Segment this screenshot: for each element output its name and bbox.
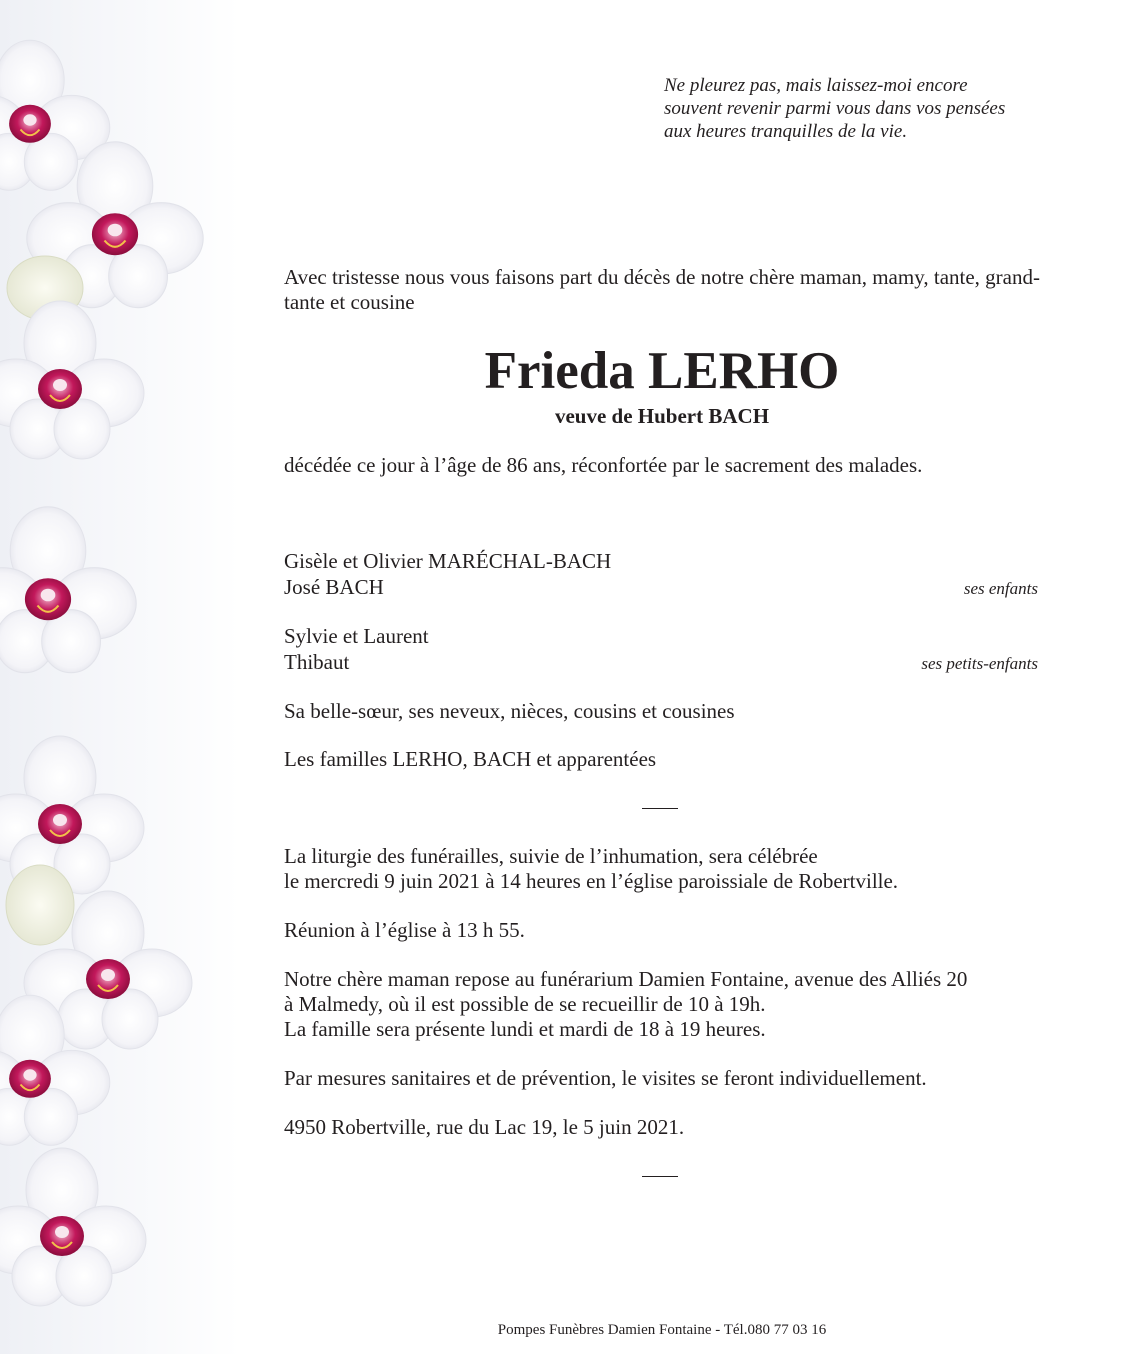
family-member bbox=[284, 575, 1040, 600]
family-member-name: Sylvie et Laurent bbox=[284, 624, 429, 648]
repose-paragraph bbox=[284, 967, 1054, 1042]
funeral-home-footer: Pompes Funèbres Damien Fontaine - Tél.080 77 03 16 bbox=[497, 1322, 827, 1338]
family-role: ses petits-enfants bbox=[921, 654, 1038, 673]
separator bbox=[642, 808, 678, 809]
extended-family-text: Sa belle-sœur, ses neveux, nièces, cousins et cousines bbox=[284, 699, 735, 723]
repose-line: Notre chère maman repose au funérarium Damien Fontaine, avenue des Alliés 20 bbox=[284, 967, 968, 991]
orchid-border bbox=[0, 0, 240, 1354]
orchid-flowers-icon bbox=[0, 0, 240, 1354]
liturgy-paragraph bbox=[284, 844, 1054, 894]
related-families bbox=[284, 747, 1040, 772]
family-role: ses enfants bbox=[963, 579, 1038, 598]
sanitary-paragraph bbox=[284, 1066, 1054, 1091]
family-member-name: José BACH bbox=[284, 575, 384, 599]
poem-line: aux heures tranquilles de la vie. bbox=[664, 121, 908, 142]
separator bbox=[642, 1176, 678, 1177]
family-member bbox=[284, 549, 1040, 574]
death-details: décédée ce jour à l’âge de 86 ans, réconfortée par le sacrement des malades. bbox=[284, 453, 923, 477]
meeting-line: Réunion à l’église à 13 h 55. bbox=[284, 918, 525, 942]
poem-line: Ne pleurez pas, mais laissez-moi encore bbox=[664, 75, 968, 96]
epitaph-poem bbox=[664, 74, 1064, 143]
announcement-text: Avec tristesse nous vous faisons part du décès de notre chère maman, mamy, tante, grand-tante et cousine bbox=[284, 265, 1040, 314]
deceased-name: Frieda LERHO bbox=[484, 342, 840, 400]
repose-line: La famille sera présente lundi et mardi de 18 à 19 heures. bbox=[284, 1017, 766, 1041]
sanitary-line: Par mesures sanitaires et de prévention, le visites se feront individuellement. bbox=[284, 1066, 927, 1090]
address-line: 4950 Robertville, rue du Lac 19, le 5 juin 2021. bbox=[284, 1115, 685, 1139]
liturgy-line: le mercredi 9 juin 2021 à 14 heures en l’église paroissiale de Robertville. bbox=[284, 869, 899, 893]
extended-family bbox=[284, 699, 1040, 724]
family-member-name: Thibaut bbox=[284, 650, 350, 674]
widow-of: veuve de Hubert BACH bbox=[554, 404, 770, 428]
meeting-paragraph bbox=[284, 918, 1054, 943]
poem-line: souvent revenir parmi vous dans vos pensées bbox=[664, 98, 1006, 119]
family-member-name: Gisèle et Olivier MARÉCHAL-BACH bbox=[284, 549, 612, 573]
repose-line: à Malmedy, où il est possible de se recueillir de 10 à 19h. bbox=[284, 992, 766, 1016]
family-member bbox=[284, 624, 1040, 649]
liturgy-line: La liturgie des funérailles, suivie de l’inhumation, sera célébrée bbox=[284, 844, 818, 868]
related-families-text: Les familles LERHO, BACH et apparentées bbox=[284, 747, 657, 771]
family-member bbox=[284, 650, 1040, 675]
address-paragraph bbox=[284, 1115, 1054, 1140]
